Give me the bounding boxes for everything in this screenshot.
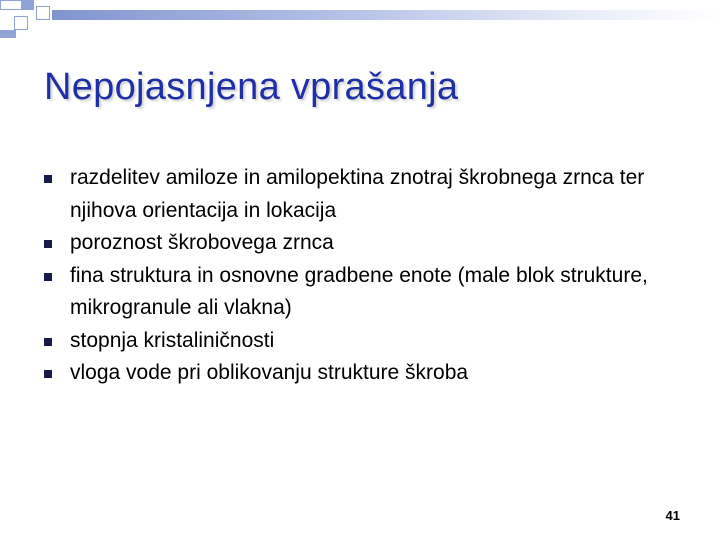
decorative-square — [0, 0, 22, 10]
bullet-text: stopnja kristaliničnosti — [70, 328, 275, 352]
square-bullet-icon — [44, 175, 52, 183]
bullet-list — [44, 162, 694, 390]
bullet-text: fina struktura in osnovne gradbene enote (male blok strukture, mikrogranule ali vlakna) — [70, 263, 648, 319]
square-bullet-icon — [44, 273, 52, 281]
bullet-item — [44, 260, 694, 325]
slide-title: Nepojasnjena vprašanja — [44, 66, 459, 108]
bullet-text: razdelitev amiloze in amilopektina znotraj škrobnega zrnca ter njihova orientacija in lokacija — [70, 166, 645, 222]
bullet-item — [44, 227, 694, 260]
square-bullet-icon — [44, 338, 52, 346]
bullet-text: poroznost škrobovega zrnca — [70, 231, 334, 254]
bullet-item — [44, 357, 694, 390]
bullet-item — [44, 162, 694, 227]
square-bullet-icon — [44, 240, 52, 248]
bullet-text: vloga vode pri oblikovanju strukture škroba — [70, 361, 469, 384]
decorative-square — [14, 16, 28, 30]
decorative-square — [22, 0, 34, 10]
square-bullet-icon — [44, 370, 52, 378]
bullet-item — [44, 325, 694, 358]
header-gradient-bar — [52, 10, 720, 20]
decorative-square — [36, 6, 50, 20]
decorative-square — [0, 30, 16, 38]
page-number: 41 — [665, 508, 680, 523]
